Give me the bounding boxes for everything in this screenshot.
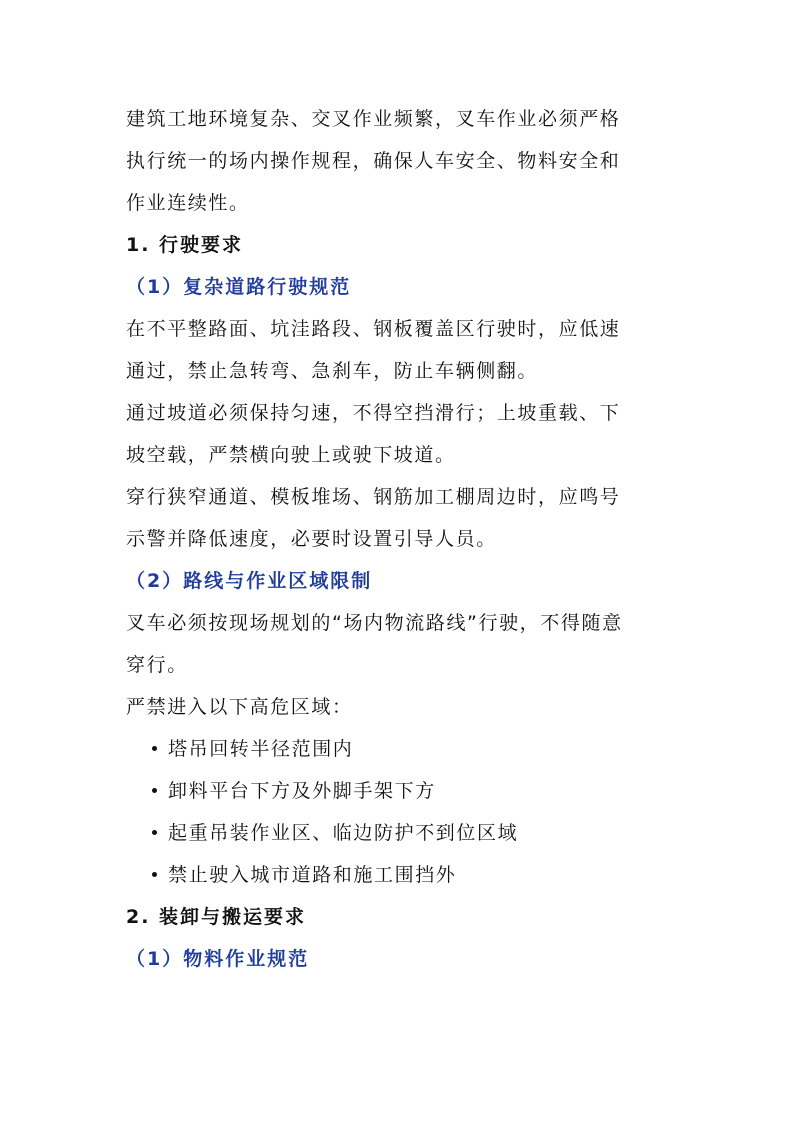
list-item: [126, 728, 671, 770]
intro-line: 作业连续性。: [126, 192, 250, 214]
paragraph-line: 穿行。: [126, 654, 188, 676]
bullet-icon: [152, 830, 157, 835]
section-heading-loading: 2. 装卸与搬运要求: [126, 906, 307, 928]
intro-line: 执行统一的场内操作规程，确保人车安全、物料安全和: [126, 150, 621, 172]
paragraph-line: 示警并降低速度，必要时设置引导人员。: [126, 528, 497, 550]
list-item: [126, 770, 671, 812]
list-item-text: 起重吊装作业区、临边防护不到位区域: [168, 822, 519, 844]
bullet-icon: [152, 788, 157, 793]
paragraph-line: 叉车必须按现场规划的“场内物流路线”行驶，不得随意: [126, 612, 623, 634]
bullet-icon: [152, 746, 157, 751]
subheading-complex-roads: （1）复杂道路行驶规范: [126, 276, 352, 298]
subheading-material-handling: （1）物料作业规范: [126, 948, 310, 970]
list-item-text: 禁止驶入城市道路和施工围挡外: [168, 864, 457, 886]
list-item-text: 塔吊回转半径范围内: [168, 738, 354, 760]
document-body: [126, 98, 671, 980]
bullet-icon: [152, 872, 157, 877]
list-item: [126, 812, 671, 854]
subheading-route-restrictions: （2）路线与作业区域限制: [126, 570, 373, 592]
paragraph-line: 通过，禁止急转弯、急刹车，防止车辆侧翻。: [126, 360, 539, 382]
list-item: [126, 854, 671, 896]
paragraph-line: 穿行狭窄通道、模板堆场、钢筋加工棚周边时，应鸣号: [126, 486, 621, 508]
paragraph-line: 通过坡道必须保持匀速，不得空挡滑行；上坡重载、下: [126, 402, 621, 424]
paragraph-line: 坡空载，严禁横向驶上或驶下坡道。: [126, 444, 456, 466]
paragraph-line: 严禁进入以下高危区域：: [126, 696, 353, 718]
section-heading-driving: 1. 行驶要求: [126, 234, 244, 256]
intro-line: 建筑工地环境复杂、交叉作业频繁，叉车作业必须严格: [126, 108, 621, 130]
paragraph-line: 在不平整路面、坑洼路段、钢板覆盖区行驶时，应低速: [126, 318, 621, 340]
high-risk-area-list: [126, 728, 671, 896]
list-item-text: 卸料平台下方及外脚手架下方: [168, 780, 436, 802]
